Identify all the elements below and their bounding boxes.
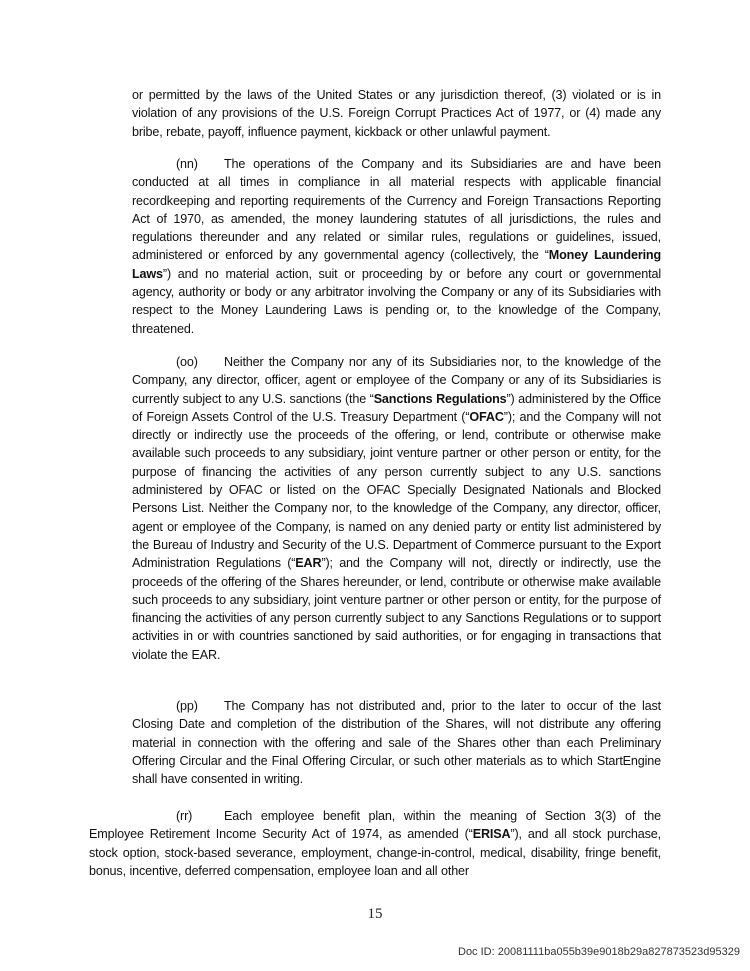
defined-term-sanctions-regulations: Sanctions Regulations bbox=[373, 391, 507, 406]
defined-term-ear: EAR bbox=[295, 556, 322, 571]
paragraph-text: ”) and no material action, suit or proceeding by or before any court or governmental agency, authority or body or any arbitrator involving the Company or any of its Subsidiaries with respect to the Money Laundering Laws is pending or, to the knowledge of the Company, threatened. bbox=[132, 266, 661, 336]
paragraph-rr bbox=[89, 807, 661, 880]
paragraph-text: Each employee benefit plan, within the meaning of Section 3(3) of the Employee Retirement Income Security Act of 1974, as amended (“ bbox=[89, 809, 661, 842]
paragraph-text: ”); and the Company will not directly or indirectly use the proceeds of the offering, or lend, contribute or otherwise make available such proceeds to any subsidiary, joint venture partner or other person or entity, for the purpose of financing the activities of any person currently subject to any U.S. sanctions administered by OFAC or listed on the OFAC Specially Designated Nationals and Blocked Persons List. Neither the Company nor, to the knowledge of the Company, any director, officer, agent or employee of the Company, is named on any denied party or entity list administered by the Bureau of Industry and Security of the U.S. Department of Commerce pursuant to the Export Administration Regulations (“ bbox=[132, 409, 661, 571]
paragraph-continuation bbox=[132, 86, 661, 141]
paragraph-text: ”), and all stock purchase, stock option, stock-based severance, employment, change-in-control, medical, disability, fringe benefit, bonus, incentive, deferred compensation, employee loan and all other bbox=[89, 827, 661, 878]
defined-term-money-laundering-laws: Money Laundering Laws bbox=[132, 248, 662, 281]
paragraph-oo bbox=[132, 353, 661, 664]
paragraph-pp bbox=[132, 697, 661, 788]
doc-id: Doc ID: 20081111ba055b39e9018b29a827873523d95329 bbox=[458, 946, 740, 958]
section-label: (pp) bbox=[176, 699, 198, 713]
defined-term-ofac: OFAC bbox=[469, 409, 504, 424]
paragraph-text: Neither the Company nor any of its Subsidiaries nor, to the knowledge of the Company, any director, officer, agent or employee of the Company or any of its Subsidiaries is currently subject to any U.S. sanctions (the “ bbox=[132, 355, 661, 406]
paragraph-text: ”); and the Company will not, directly or indirectly, use the proceeds of the offering of the Shares hereunder, or lend, contribute or otherwise make available such proceeds to any subsidiary, joint venture partner or other person or entity, for the purpose of financing the activities of any person currently subject to any Sanctions Regulations or to support activities in or with countries sanctioned by said authorities, or for engaging in transactions that violate the EAR. bbox=[132, 556, 661, 662]
section-label: (oo) bbox=[176, 355, 198, 369]
paragraph-text: The Company has not distributed and, prior to the later to occur of the last Closing Date and completion of the distribution of the Shares, will not distribute any offering material in connection with the offering and sale of the Shares other than each Preliminary Offering Circular and the Final Offering Circular, or such other materials as to which StartEngine shall have consented in writing. bbox=[132, 699, 661, 787]
paragraph-text: or permitted by the laws of the United States or any jurisdiction thereof, (3) violated or is in violation of any provisions of the U.S. Foreign Corrupt Practices Act of 1977, or (4) made any bribe, rebate, payoff, influence payment, kickback or other unlawful payment. bbox=[132, 88, 661, 139]
page-number: 15 bbox=[367, 906, 383, 922]
paragraph-text: The operations of the Company and its Subsidiaries are and have been conducted at all times in compliance in all material respects with applicable financial recordkeeping and reporting requirements of the Currency and Foreign Transactions Reporting Act of 1970, as amended, the money laundering statutes of all jurisdictions, the rules and regulations thereunder and any related or similar rules, regulations or guidelines, issued, administered or enforced by any governmental agency (collectively, the “ bbox=[132, 157, 661, 263]
section-label: (rr) bbox=[176, 809, 193, 823]
paragraph-text: ”) administered by the Office of Foreign Assets Control of the U.S. Treasury Department (“ bbox=[132, 391, 661, 424]
paragraph-nn bbox=[132, 155, 661, 338]
section-label: (nn) bbox=[176, 157, 198, 171]
defined-term-erisa: ERISA bbox=[472, 827, 511, 842]
